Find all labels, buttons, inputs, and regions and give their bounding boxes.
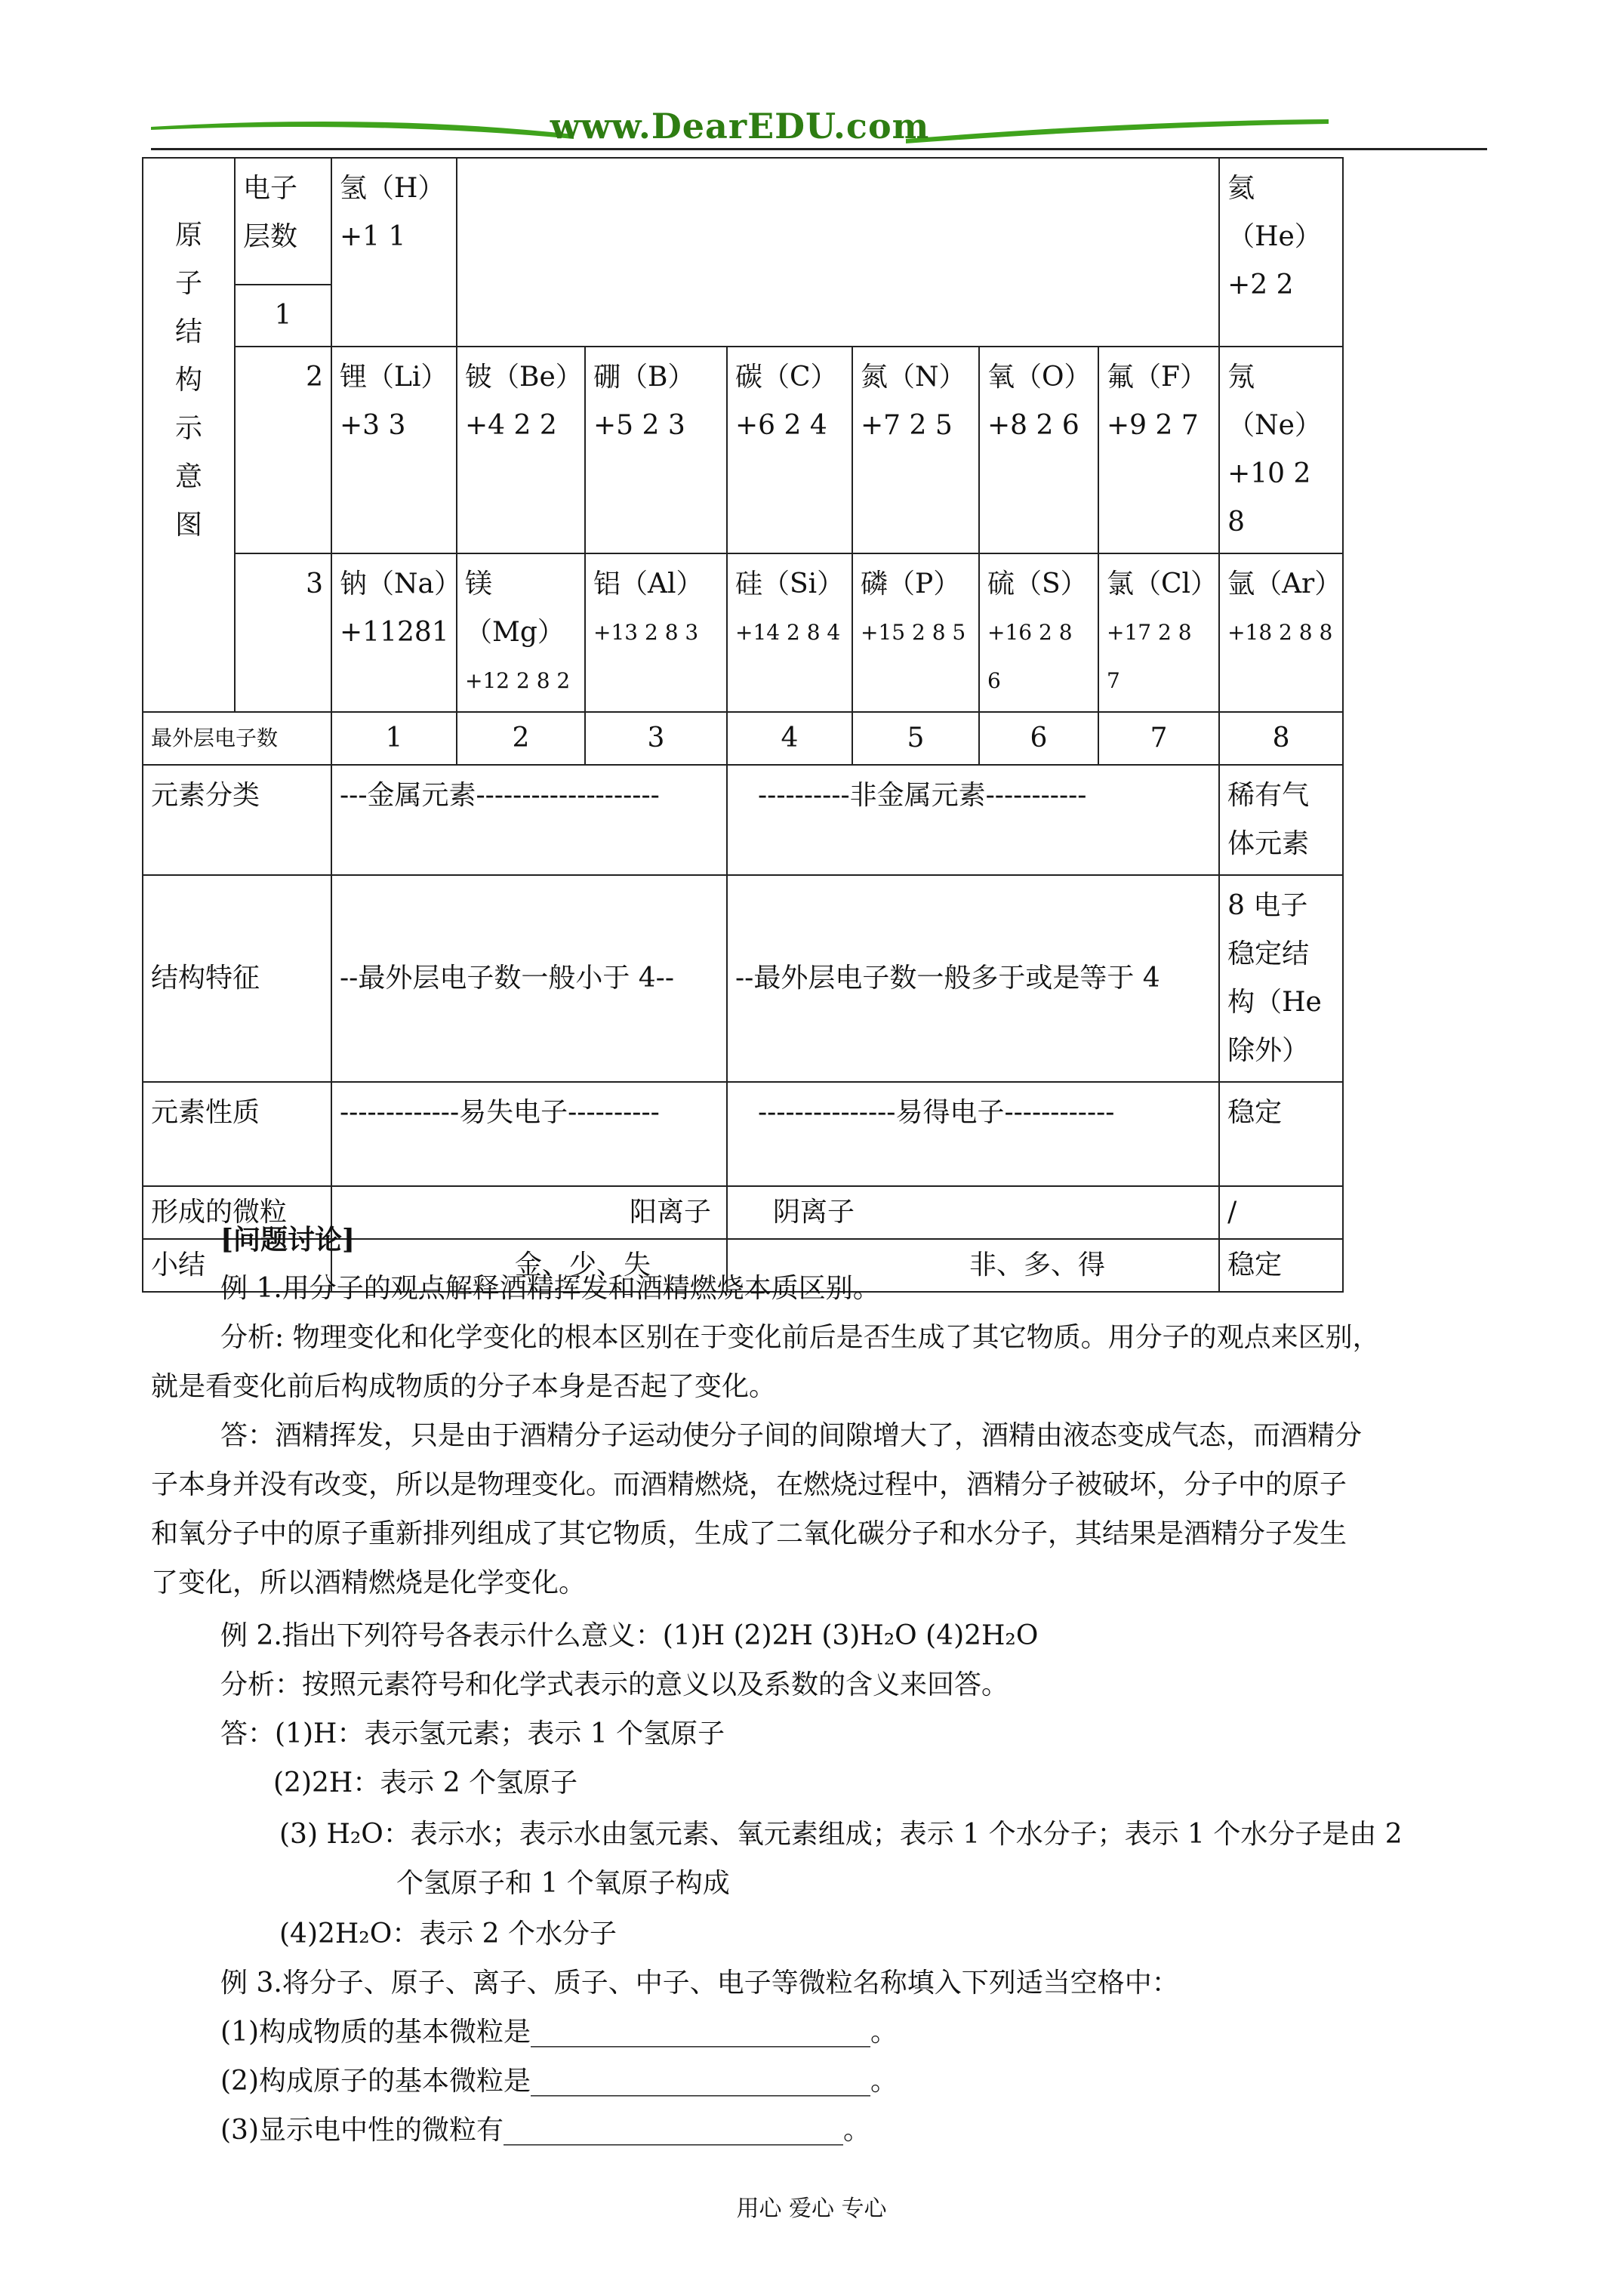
classification-nonmetal: ----------非金属元素----------- — [727, 765, 1219, 875]
answer-1-line-1: 答：酒精挥发，只是由于酒精分子运动使分子间的间隙增大了，酒精由液态变成气态，而酒精分 — [220, 1420, 1363, 1451]
outer-value: 2 — [457, 712, 585, 765]
outer-electron-label: 最外层电子数 — [143, 712, 331, 765]
element-cell: 硫（S） +16 2 8 6 — [979, 553, 1098, 712]
electron-shell-header: 电子层数 — [235, 158, 331, 285]
question-3: (3)显示电中性的微粒有_________________________。 — [220, 2115, 870, 2146]
element-cell: 氮（N） +7 2 5 — [852, 347, 979, 553]
particle-metal: 阳离子 — [331, 1186, 727, 1239]
header-divider — [151, 148, 1487, 150]
shell-number: 1 — [235, 285, 331, 347]
table-row — [143, 765, 1343, 875]
element-cell: 铍（Be） +4 2 2 — [457, 347, 585, 553]
element-cell-h: 氢（H） +1 1 — [331, 158, 457, 347]
question-1: (1)构成物质的基本微粒是_________________________。 — [220, 2017, 898, 2048]
element-cell: 氯（Cl） +17 2 8 7 — [1098, 553, 1219, 712]
answer-2-item-3-line-2: 个氢原子和 1 个氧原子构成 — [396, 1868, 730, 1899]
answer-1-line-4: 了变化，所以酒精燃烧是化学变化。 — [151, 1567, 587, 1598]
outer-value: 8 — [1219, 712, 1343, 765]
site-header — [151, 106, 1329, 151]
discussion-heading: [问题讨论] — [220, 1224, 356, 1256]
element-cell: 镁（Mg） +12 2 8 2 — [457, 553, 585, 712]
particle-noble: / — [1219, 1186, 1343, 1239]
outer-value: 4 — [727, 712, 852, 765]
example-1: 例 1.用分子的观点解释酒精挥发和酒精燃烧本质区别。 — [220, 1273, 880, 1304]
empty-cell — [457, 158, 1219, 347]
table-row — [143, 875, 1343, 1082]
classification-label: 元素分类 — [143, 765, 331, 875]
property-noble: 稳定 — [1219, 1082, 1343, 1186]
answer-1-line-2: 子本身并没有改变，所以是物理变化。而酒精燃烧，在燃烧过程中，酒精分子被破坏，分子中的原子 — [151, 1469, 1347, 1500]
feature-nonmetal: --最外层电子数一般多于或是等于 4 — [727, 875, 1219, 1082]
answer-2-item-1: 答：(1)H：表示氢元素；表示 1 个氢原子 — [220, 1718, 725, 1749]
particle-nonmetal: 阴离子 — [727, 1186, 1219, 1239]
summary-label: 小结 — [143, 1239, 331, 1292]
outer-value: 1 — [331, 712, 457, 765]
outer-value: 7 — [1098, 712, 1219, 765]
table-row — [143, 712, 1343, 765]
feature-label: 结构特征 — [143, 875, 331, 1082]
feature-noble: 8 电子稳定结构（He 除外） — [1219, 875, 1343, 1082]
table-row — [143, 1082, 1343, 1186]
element-cell: 锂（Li） +3 3 — [331, 347, 457, 553]
outer-value: 6 — [979, 712, 1098, 765]
element-cell: 氖（Ne） +10 2 8 — [1219, 347, 1343, 553]
element-cell-he: 氦（He） +2 2 — [1219, 158, 1343, 347]
outer-value: 5 — [852, 712, 979, 765]
question-2: (2)构成原子的基本微粒是_________________________。 — [220, 2066, 898, 2097]
analysis-2: 分析：按照元素符号和化学式表示的意义以及系数的含义来回答。 — [220, 1669, 1009, 1700]
example-2: 例 2.指出下列符号各表示什么意义：(1)H (2)2H (3)H₂O (4)2H₂O — [220, 1620, 1039, 1651]
table-row — [143, 158, 1343, 285]
property-nonmetal: ---------------易得电子------------ — [727, 1082, 1219, 1186]
shell-number: 2 — [235, 347, 331, 553]
element-cell: 铝（Al） +13 2 8 3 — [585, 553, 727, 712]
answer-1-line-3: 和氧分子中的原子重新排列组成了其它物质，生成了二氧化碳分子和水分子，其结果是酒精分子发生 — [151, 1518, 1347, 1549]
example-3: 例 3.将分子、原子、离子、质子、中子、电子等微粒名称填入下列适当空格中： — [220, 1968, 1179, 1999]
outer-value: 3 — [585, 712, 727, 765]
element-cell: 硼（B） +5 2 3 — [585, 347, 727, 553]
property-label: 元素性质 — [143, 1082, 331, 1186]
feature-metal: --最外层电子数一般小于 4-- — [331, 875, 727, 1082]
table-row — [143, 347, 1343, 553]
particle-label: 形成的微粒 — [143, 1186, 331, 1239]
element-cell: 钠（Na） +11281 — [331, 553, 457, 712]
analysis-1-line-1: 分析: 物理变化和化学变化的根本区别在于变化前后是否生成了其它物质。用分子的观点来区别， — [220, 1322, 1380, 1353]
element-cell: 碳（C） +6 2 4 — [727, 347, 852, 553]
element-cell: 氟（F） +9 2 7 — [1098, 347, 1219, 553]
summary-noble: 稳定 — [1219, 1239, 1343, 1292]
classification-metal: ---金属元素-------------------- — [331, 765, 727, 875]
table-row — [143, 553, 1343, 712]
shell-number: 3 — [235, 553, 331, 712]
property-metal: -------------易失电子---------- — [331, 1082, 727, 1186]
answer-2-item-2: (2)2H：表示 2 个氢原子 — [273, 1767, 578, 1798]
element-cell: 磷（P） +15 2 8 5 — [852, 553, 979, 712]
summary-nonmetal: 非、多、得 — [727, 1239, 1219, 1292]
answer-2-item-4: (4)2H₂O：表示 2 个水分子 — [279, 1918, 617, 1949]
structure-row-label: 原子结构示意图 — [143, 158, 235, 712]
element-cell: 氧（O） +8 2 6 — [979, 347, 1098, 553]
element-cell: 氩（Ar） +18 2 8 8 — [1219, 553, 1343, 712]
analysis-1-line-2: 就是看变化前后构成物质的分子本身是否起了变化。 — [151, 1371, 777, 1402]
answer-2-item-3-line-1: (3) H₂O：表示水；表示水由氢元素、氧元素组成；表示 1 个水分子；表示 1 个水分子是由 2 — [279, 1819, 1403, 1850]
atomic-structure-table — [142, 157, 1344, 1293]
site-logo[interactable]: www.DearEDU.com — [550, 106, 930, 146]
element-cell: 硅（Si） +14 2 8 4 — [727, 553, 852, 712]
classification-noble: 稀有气体元素 — [1219, 765, 1343, 875]
summary-metal: 金、少、失 — [331, 1239, 727, 1292]
page-footer: 用心 爱心 专心 — [736, 2196, 887, 2222]
